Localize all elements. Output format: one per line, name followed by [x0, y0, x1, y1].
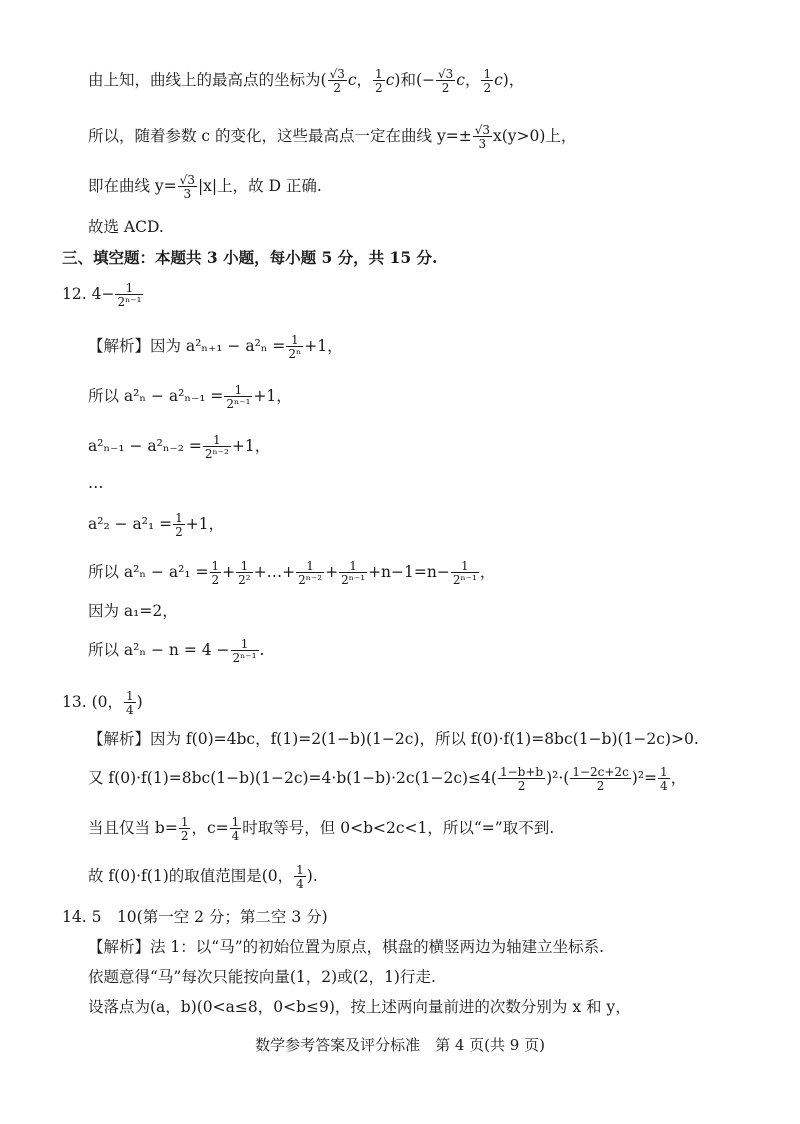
fraction: $\frac{1}{\text{2²}}$ — [238, 559, 251, 587]
fraction: $\frac{1}{2}$ — [375, 67, 383, 95]
text-line: 设落点为(a，b)(0<a≤8，0<b≤9)，按上述两向量前进的次数分别为 x 和 y， — [88, 998, 631, 1016]
fraction: $\frac{1}{\text{2ⁿ⁻¹}}$ — [226, 383, 251, 411]
fraction: $\frac{√3}{3}$ — [179, 173, 195, 201]
fraction: $\frac{√3}{2}$ — [437, 67, 454, 95]
answer-13: 13. (0， $\frac{1}{4}$ ) — [62, 689, 143, 717]
fraction: $\frac{1}{4}$ — [231, 815, 240, 843]
text-line: 故选 ACD. — [88, 218, 164, 236]
text: x(y>0)上， — [492, 127, 577, 145]
fraction: $\frac{1}{\text{2ⁿ⁻¹}}$ — [452, 559, 477, 587]
fraction: $\frac{1}{\text{2ⁿ⁻¹}}$ — [232, 637, 257, 665]
text: 即在曲线 y= — [88, 177, 177, 195]
fraction: $\frac{1}{2}$ — [180, 815, 189, 843]
text: 所以，随着参数 c 的变化，这些最高点一定在曲线 y=± — [88, 127, 472, 145]
text-line: a²₂ − a²₁ = $\frac{1}{2}$ +1， — [88, 511, 225, 539]
text-line: 【解析】因为 a²ₙ₊₁ − a²ₙ = $\frac{1}{\text{2ⁿ}}$ +1， — [88, 333, 343, 361]
fraction: $\frac{1}{2}$ — [211, 559, 220, 587]
answer-12: 12. 4− $\frac{1}{\text{2ⁿ⁻¹}}$ — [62, 281, 142, 309]
section-heading: 三、填空题：本题共 3 小题，每小题 5 分，共 15 分. — [62, 248, 438, 267]
fraction: $\frac{1}{4}$ — [296, 863, 304, 891]
text-line: 依题意得“马”每次只能按向量(1，2)或(2，1)行走. — [88, 968, 436, 986]
var: c — [385, 71, 395, 89]
text-line: 【解析】法 1：以“马”的初始位置为原点，棋盘的横竖两边为轴建立坐标系. — [88, 938, 605, 956]
text-line: 又 f(0)·f(1)=8bc(1−b)(1−2c)=4·b(1−b)·2c(1−2c)≤4( $\frac{1-b+b}{2}$ )²·( $\frac{1-2c+2c}{2}$ )²= $\frac{1}{4}$ ， — [88, 765, 687, 793]
fraction: $\frac{1}{\text{2ⁿ⁻²}}$ — [298, 559, 323, 587]
text-line: 所以 a²ₙ − a²ₙ₋₁ = $\frac{1}{\text{2ⁿ⁻¹}}$ +1， — [88, 383, 292, 411]
fraction: $\frac{1-2c+2c}{2}$ — [572, 765, 629, 793]
text-line: 当且仅当 b= $\frac{1}{2}$ ，c= $\frac{1}{4}$ 时取等号，但 0<b<2c<1，所以“=”取不到. — [88, 815, 555, 843]
fraction: $\frac{1}{4}$ — [126, 689, 134, 717]
text-line: 所以 a²ₙ − a²₁ = $\frac{1}{2}$ + $\frac{1}{\text{2²}}$ +…+ $\frac{1}{\text{2ⁿ⁻²}}$ + $\frac{1}{\text{2ⁿ⁻¹}}$ +n−1=n− $\frac{1}{\text{2ⁿ⁻¹}}$ ， — [88, 559, 496, 587]
fraction: $\frac{1}{\text{2ⁿ⁻¹}}$ — [117, 281, 142, 309]
text-line: 故 f(0)·f(1)的取值范围是(0， $\frac{1}{4}$ ). — [88, 863, 318, 891]
answer-14: 14. 5 10(第一空 2 分；第二空 3 分) — [62, 908, 328, 926]
text-line — [88, 124, 576, 150]
fraction: $\frac{1}{\text{2ⁿ⁻²}}$ — [204, 433, 229, 461]
fraction: $\frac{1-b+b}{2}$ — [499, 765, 544, 793]
text: |x|上，故 D 正确. — [197, 177, 322, 195]
fraction: $\frac{1}{2}$ — [175, 511, 183, 539]
fraction: $\frac{1}{2}$ — [483, 67, 492, 95]
fraction: $\frac{1}{\text{2ⁿ}}$ — [288, 333, 302, 361]
fraction: $\frac{√3}{2}$ — [329, 67, 345, 95]
ellipsis: … — [88, 474, 104, 492]
fraction: $\frac{√3}{3}$ — [474, 123, 490, 151]
page-footer: 数学参考答案及评分标准 第 4 页(共 9 页) — [255, 1036, 545, 1054]
text-line: 因为 a₁=2， — [88, 602, 178, 620]
text-line: 【解析】因为 f(0)=4bc，f(1)=2(1−b)(1−2c)，所以 f(0)·f(1)=8bc(1−b)(1−2c)>0. — [88, 730, 699, 748]
var: c — [494, 71, 503, 89]
var: c — [347, 71, 357, 89]
text-line — [88, 174, 322, 200]
text-line: 由上知，曲线上的最高点的坐标为( $\frac{√3}{2}$ c， $\frac{1}{2}$ c)和(− $\frac{√3}{2}$ c， $\frac{1}{2}$ c)， — [88, 67, 525, 95]
fraction: $\frac{1}{4}$ — [660, 765, 668, 793]
text-line: 所以 a²ₙ − n = 4 − $\frac{1}{\text{2ⁿ⁻¹}}$ . — [88, 637, 265, 665]
fraction: $\frac{1}{\text{2ⁿ⁻¹}}$ — [341, 559, 366, 587]
var: c — [456, 71, 465, 89]
text: )， — [502, 71, 525, 89]
text-line: a²ₙ₋₁ − a²ₙ₋₂ = $\frac{1}{\text{2ⁿ⁻²}}$ +1， — [88, 433, 271, 461]
text: 由上知，曲线上的最高点的坐标为( — [88, 71, 327, 89]
text: 和(− — [400, 71, 435, 89]
